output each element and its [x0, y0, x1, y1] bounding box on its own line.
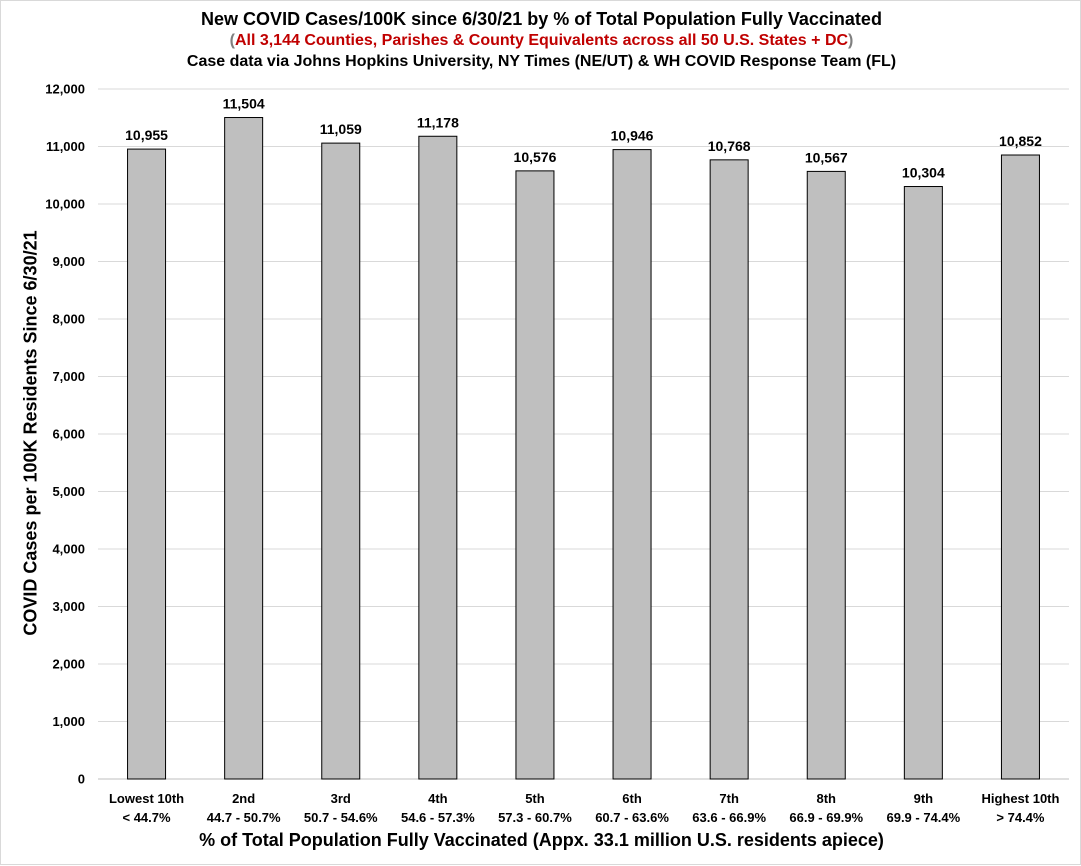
y-tick-label: 5,000: [52, 484, 85, 499]
x-tick-range: 66.9 - 69.9%: [789, 810, 864, 825]
y-tick-label: 3,000: [52, 599, 85, 614]
x-tick-range: 63.6 - 66.9%: [692, 810, 767, 825]
data-label: 10,304: [901, 164, 945, 181]
x-tick-label: 8th: [816, 791, 836, 806]
x-tick-range: 44.7 - 50.7%: [206, 810, 281, 825]
y-tick-label: 4,000: [52, 541, 85, 557]
y-axis-label: COVID Cases per 100K Residents Since 6/30/21: [20, 230, 41, 636]
x-tick-range: 57.3 - 60.7%: [498, 810, 572, 825]
plot-area: [1, 1, 1081, 866]
x-tick-label: 2nd: [232, 791, 256, 806]
bar: [225, 118, 263, 779]
y-tick-label: 10,000: [45, 196, 85, 212]
y-tick-label: 0: [77, 771, 85, 787]
y-tick-label: 6,000: [52, 426, 85, 442]
x-axis-label: % of Total Population Fully Vaccinated (Appx. 33.1 million U.S. residents apiece): [199, 830, 884, 850]
x-tick-label: Lowest 10th: [108, 791, 185, 806]
x-tick-range: 69.9 - 74.4%: [886, 810, 961, 825]
y-tick-label: 8,000: [52, 311, 85, 327]
bar: [322, 143, 360, 779]
bar: [1001, 155, 1039, 779]
x-tick-label: 5th: [525, 791, 545, 806]
chart-source-note: Case data via Johns Hopkins University, NY Times (NE/UT) & WH COVID Response Team (FL): [186, 53, 897, 70]
data-label: 10,955: [125, 127, 168, 144]
data-label: 10,576: [513, 148, 557, 165]
y-tick-label: 9,000: [52, 254, 85, 269]
x-tick-range: > 74.4%: [996, 810, 1045, 825]
x-tick-label: 6th: [622, 791, 642, 806]
bar: [613, 150, 651, 779]
subtitle-open-paren: (: [229, 32, 235, 49]
data-label: 10,567: [804, 149, 848, 166]
y-tick-label: 7,000: [52, 369, 85, 384]
y-tick-label: 12,000: [45, 81, 85, 97]
x-tick-label: 4th: [428, 791, 448, 806]
bar: [710, 160, 748, 779]
x-tick-label: 9th: [913, 791, 934, 806]
x-tick-range: 50.7 - 54.6%: [303, 810, 378, 825]
x-tick-range: < 44.7%: [122, 810, 171, 825]
data-label: 10,768: [707, 137, 751, 154]
data-label: 11,504: [222, 95, 265, 112]
data-label: 10,946: [610, 127, 654, 144]
bar: [419, 136, 457, 779]
x-tick-range: 60.7 - 63.6%: [595, 810, 669, 825]
data-label: 10,852: [999, 133, 1042, 150]
x-tick-label: 3rd: [330, 791, 351, 806]
x-tick-range: 54.6 - 57.3%: [400, 810, 475, 825]
data-label: 11,178: [416, 114, 459, 131]
bar: [904, 187, 942, 779]
chart-title: New COVID Cases/100K since 6/30/21 by % of Total Population Fully Vaccinated: [201, 9, 882, 29]
x-tick-label: Highest 10th: [981, 791, 1060, 806]
y-tick-label: 11,000: [45, 139, 85, 154]
data-label: 11,059: [319, 121, 362, 138]
bar: [516, 171, 554, 779]
bar: [128, 149, 166, 779]
subtitle-close-paren: ): [848, 32, 854, 49]
y-tick-label: 1,000: [52, 714, 85, 729]
y-tick-label: 2,000: [52, 656, 85, 672]
subtitle-text: All 3,144 Counties, Parishes & County Equivalents across all 50 U.S. States + DC: [234, 32, 849, 49]
x-tick-label: 7th: [719, 791, 739, 806]
bar: [807, 171, 845, 779]
